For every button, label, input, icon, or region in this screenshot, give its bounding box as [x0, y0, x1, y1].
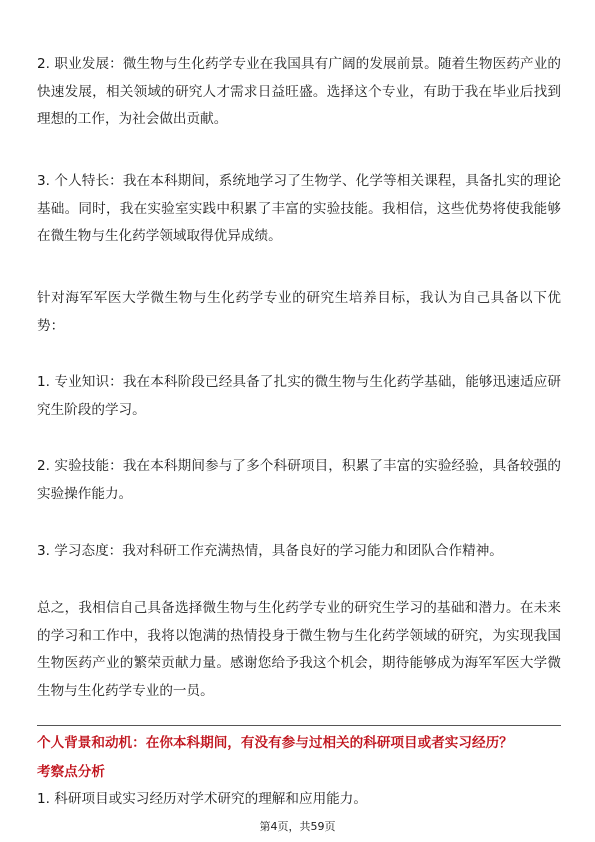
section-divider	[37, 725, 561, 726]
analysis-heading: 考察点分析	[37, 764, 105, 780]
paragraph-personal-strengths: 3. 个人特长：我在本科期间，系统地学习了生物学、化学等相关课程，具备扎实的理论基础。同时，我在实验室实践中积累了丰富的实验技能。我相信，这些优势将使我能够在微生物与生化药学领域取得优异成绩。	[37, 173, 561, 245]
paragraph-advantages-intro: 针对海军军医大学微生物与生化药学专业的研究生培养目标，我认为自己具备以下优势：	[37, 290, 561, 334]
analysis-point: 1. 科研项目或实习经历对学术研究的理解和应用能力。	[37, 791, 367, 807]
paragraph-learning-attitude: 3. 学习态度：我对科研工作充满热情，具备良好的学习能力和团队合作精神。	[37, 543, 503, 559]
interview-question: 个人背景和动机：在你本科期间，有没有参与过相关的科研项目或者实习经历？	[37, 735, 513, 751]
paragraph-professional-knowledge: 1. 专业知识：我在本科阶段已经具备了扎实的微生物与生化药学基础，能够迅速适应研究生阶段的学习。	[37, 374, 561, 418]
paragraph-lab-skills: 2. 实验技能：我在本科期间参与了多个科研项目，积累了丰富的实验经验，具备较强的实验操作能力。	[37, 458, 561, 502]
paragraph-conclusion: 总之，我相信自己具备选择微生物与生化药学专业的研究生学习的基础和潜力。在未来的学习和工作中，我将以饱满的热情投身于微生物与生化药学领域的研究，为实现我国生物医药产业的繁荣贡献力量。感谢您给予我这个机会，期待能够成为海军军医大学微生物与生化药学专业的一员。	[37, 600, 561, 699]
page-number-footer: 第4页，共59页	[259, 820, 336, 833]
paragraph-career-development: 2. 职业发展：微生物与生化药学专业在我国具有广阔的发展前景。随着生物医药产业的快速发展，相关领域的研究人才需求日益旺盛。选择这个专业，有助于我在毕业后找到理想的工作，为社会做出贡献。	[37, 56, 561, 128]
